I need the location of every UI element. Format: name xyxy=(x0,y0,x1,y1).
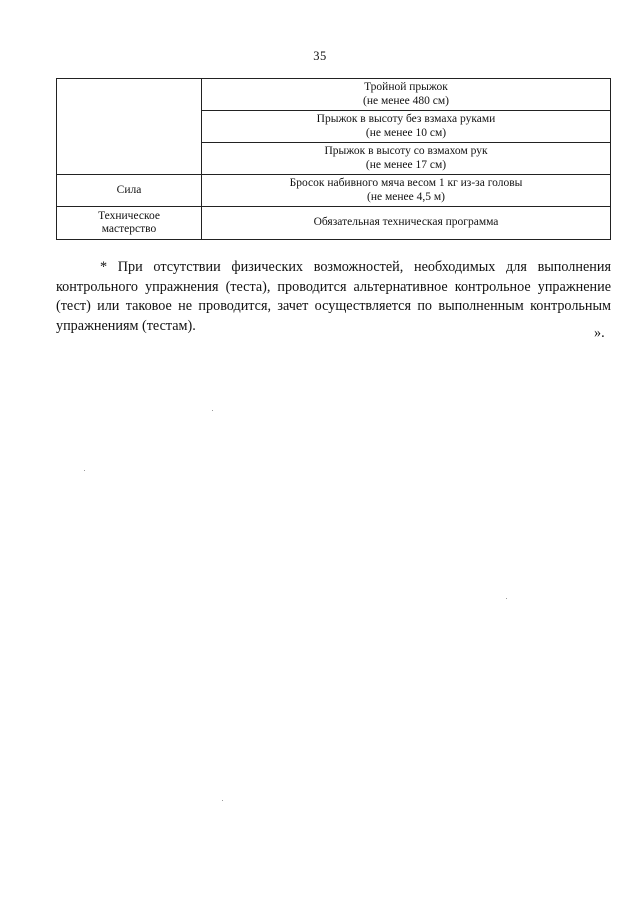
test-norm: (не менее 480 см) xyxy=(363,94,449,107)
test-name: Тройной прыжок xyxy=(364,81,448,93)
test-norm: (не менее 17 см) xyxy=(365,158,447,171)
test-cell xyxy=(202,175,611,207)
page-number: 35 xyxy=(313,49,327,63)
test-name: Прыжок в высоту со взмахом рук xyxy=(324,145,488,157)
test-name: Бросок набивного мяча весом 1 кг из-за головы xyxy=(289,177,523,189)
table-row xyxy=(57,111,611,143)
ability-name: Техническое xyxy=(98,209,160,222)
ability-cell xyxy=(57,143,202,175)
ability-name: Сила xyxy=(116,183,142,196)
ability-cell xyxy=(57,175,202,207)
ability-cell xyxy=(57,79,202,111)
ability-cell xyxy=(57,207,202,240)
footnote-paragraph: * При отсутствии физических возможностей, необходимых для выполнения контрольного упражнения (теста), проводится альтернативное контрольное упражнение (тест) или таковое не проводится, зачет осуществляется по выполненным контрольным упражнениям (тестам). xyxy=(56,259,611,334)
table-row xyxy=(57,143,611,175)
ability-name: мастерство xyxy=(101,223,157,235)
test-cell xyxy=(202,79,611,111)
ability-cell xyxy=(57,111,202,143)
test-cell xyxy=(202,143,611,175)
test-norm: (не менее 10 см) xyxy=(365,126,447,139)
test-norm: (не менее 4,5 м) xyxy=(367,190,445,203)
scan-speck xyxy=(222,800,223,801)
closing-quote: ». xyxy=(594,325,605,341)
table-row xyxy=(57,207,611,240)
test-name: Обязательная техническая программа xyxy=(313,216,499,229)
test-cell xyxy=(202,207,611,240)
scan-speck xyxy=(506,598,507,599)
scan-speck xyxy=(84,470,85,471)
test-cell xyxy=(202,111,611,143)
scan-speck xyxy=(212,410,213,411)
standards-table xyxy=(56,78,611,240)
table-row xyxy=(57,79,611,111)
test-name: Прыжок в высоту без взмаха руками xyxy=(316,113,496,125)
table-row xyxy=(57,175,611,207)
